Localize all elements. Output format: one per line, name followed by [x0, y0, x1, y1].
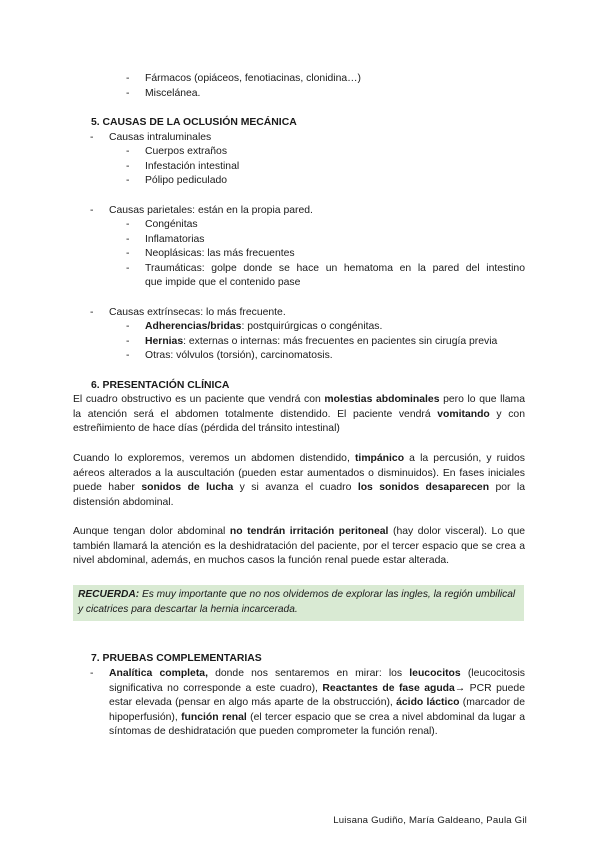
bold-term: función renal — [181, 711, 247, 723]
list-item: - Traumáticas: golpe donde se hace un hematoma en la pared del intestino — [145, 262, 525, 277]
bold-term: Hernias — [145, 336, 184, 347]
text: El cuadro obstructivo es un paciente que vendrá con — [73, 394, 325, 405]
paragraph — [73, 525, 525, 569]
paragraph — [73, 393, 525, 437]
bold-term: Reactantes de fase aguda — [322, 682, 455, 694]
list-item: - Infestación intestinal — [145, 160, 239, 175]
list-item: - Causas extrínsecas: lo más frecuente. — [109, 306, 286, 321]
text: pero lo que llama la atención será el abdomen totalmente distendido. El paciente vendrá — [73, 394, 525, 420]
bold-term: Adherencias/bridas — [145, 321, 242, 332]
section-heading: 6. PRESENTACIÓN CLÍNICA — [91, 380, 230, 391]
bold-term: ácido láctico — [396, 697, 460, 709]
text: → PCR puede estar elevada (pensar en algo más aparte de la obstrucción), — [109, 682, 525, 709]
list-item: - Congénitas — [145, 218, 198, 233]
text: donde nos sentaremos en mirar: los — [207, 668, 410, 679]
text: a la percusión, y ruidos aéreos alterados a la auscultación (pueden estar aumentados o disminuidos). En fases iniciales puede haber — [73, 453, 525, 494]
text: Aunque tengan dolor abdominal — [73, 526, 230, 537]
bold-term: no tendrán irritación peritoneal — [229, 526, 389, 537]
text: Cuando lo exploremos, veremos un abdomen distendido, — [73, 453, 355, 464]
list-item: - Inflamatorias — [145, 233, 204, 248]
text: (el tercer espacio que se crea a nivel abdominal da lugar a síntomas de deshidratación que pueden comprometer la función renal). — [109, 711, 525, 738]
callout-label: RECUERDA: — [78, 589, 140, 600]
list-item: - Otras: vólvulos (torsión), carcinomatosis. — [145, 349, 333, 364]
recuerda-callout — [73, 585, 524, 621]
bold-term: molestias abdominales — [324, 394, 440, 405]
bold-term: timpánico — [354, 453, 405, 464]
text: (leucocitosis significativa no corresponde a este cuadro), — [109, 668, 525, 694]
bold-term: los sonidos desaparecen — [357, 482, 490, 494]
bold-term: vomitando — [437, 408, 490, 420]
list-item-text: : postquirúrgicas o congénitas. — [241, 321, 383, 332]
list-item: - Miscelánea. — [145, 87, 200, 102]
text: (hay dolor visceral). Lo que también llamará la atención es la deshidratación del paciente, por el tercer espacio que se crea a nivel abdominal, además, en muchos casos la función renal puede estar alterada. — [73, 526, 526, 567]
list-item: - Cuerpos extraños — [145, 145, 227, 160]
list-item — [145, 335, 497, 350]
list-item: - Neoplásicas: las más frecuentes — [145, 247, 295, 262]
list-item-text: : externas o internas: más frecuentes en pacientes sin cirugía previa — [183, 336, 498, 347]
text: por la distensión abdominal. — [73, 482, 525, 508]
text: y con estreñimiento de hace días (pérdida del tránsito intestinal) — [73, 408, 525, 435]
section-heading: 7. PRUEBAS COMPLEMENTARIAS — [91, 653, 262, 664]
list-item: - Fármacos (opiáceos, fenotiacinas, clonidina…) — [145, 72, 361, 87]
bold-term: Analítica completa, — [109, 668, 208, 679]
text: y si avanza el cuadro — [233, 482, 358, 494]
list-item: - Pólipo pediculado — [145, 174, 227, 189]
bold-term: leucocitos — [409, 668, 461, 679]
list-item — [109, 667, 525, 740]
list-item-continuation: que impide que el contenido pase — [145, 277, 301, 288]
list-item: - Causas parietales: están en la propia pared. — [109, 204, 313, 219]
list-item: - Causas intraluminales — [109, 131, 211, 146]
section-heading: 5. CAUSAS DE LA OCLUSIÓN MECÁNICA — [91, 117, 297, 128]
bold-term: sonidos de lucha — [141, 482, 234, 494]
callout-text: Es muy importante que no nos olvidemos de explorar las ingles, la región umbilical y cicatrices para descartar la hernia incarcerada. — [78, 589, 516, 615]
paragraph — [73, 452, 525, 510]
list-item — [145, 320, 382, 335]
page-footer: Luisana Gudiño, María Galdeano, Paula Gil — [333, 815, 527, 826]
text: (marcador de hipoperfusión), — [109, 697, 525, 723]
